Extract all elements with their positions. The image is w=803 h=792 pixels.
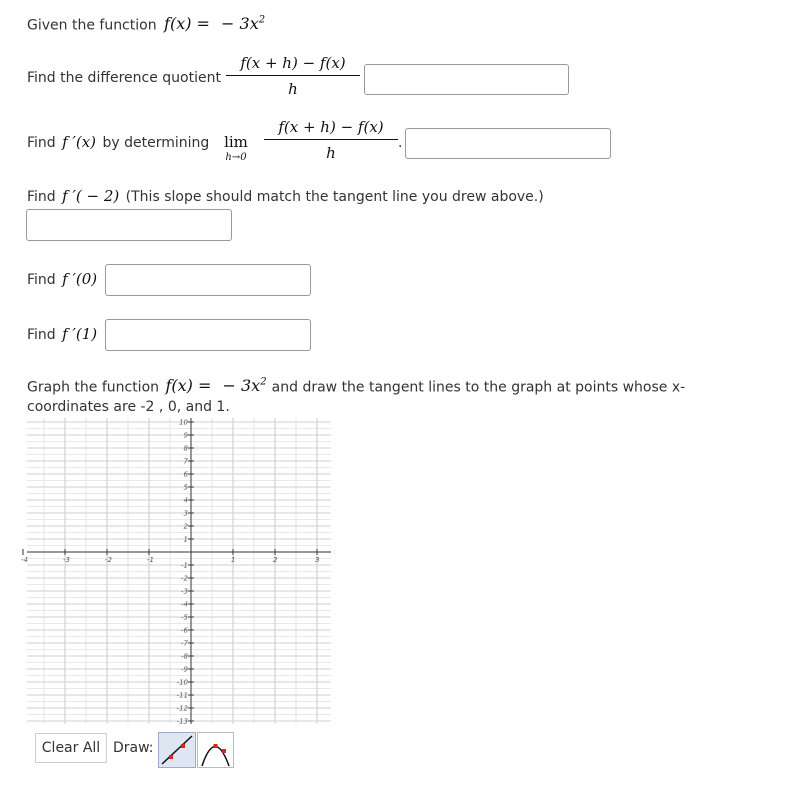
graph-svg[interactable] — [21, 418, 331, 726]
graph-rhs: − 3x — [222, 376, 261, 396]
parabola-tool-icon — [198, 733, 233, 767]
y-tick-label: 6 — [183, 470, 188, 479]
given-line — [27, 10, 265, 32]
limit-find: Find — [27, 135, 56, 151]
draw-label: Draw: — [113, 740, 154, 756]
x-tick-label: -2 — [105, 556, 112, 564]
limit-denominator: h — [326, 144, 336, 162]
graph-exp: 2 — [260, 377, 267, 388]
y-tick-label: -7 — [181, 639, 188, 648]
y-tick-label: -12 — [176, 704, 188, 713]
y-tick-label: 1 — [183, 535, 188, 544]
y-tick-label: 2 — [183, 522, 188, 531]
graph-func: f(x) = — [165, 376, 212, 396]
limit-fprime: f ′(x) — [62, 133, 97, 151]
diff-quotient-input[interactable] — [364, 64, 569, 95]
fprime-1-expr: f ′(1) — [62, 325, 98, 343]
fprime-1-input[interactable] — [105, 319, 311, 351]
y-tick-label: 9 — [183, 431, 188, 440]
fprime-m2-find: Find — [27, 189, 56, 205]
limit-input[interactable] — [405, 128, 611, 159]
diff-quotient-denominator: h — [288, 80, 298, 98]
diff-quotient-numerator: f(x + h) − f(x) — [240, 54, 346, 72]
diff-quotient-fraction — [226, 54, 360, 98]
y-tick-label: -11 — [176, 691, 188, 700]
fprime-m2-note: (This slope should match the tangent line you drew above.) — [125, 189, 544, 205]
y-tick-label: -5 — [181, 613, 188, 622]
parabola-tool-button[interactable] — [197, 732, 234, 768]
fprime-1-find: Find — [27, 327, 56, 343]
clear-all-button[interactable]: Clear All — [35, 733, 107, 763]
fprime-0-line — [27, 269, 97, 290]
x-tick-label: 3 — [315, 556, 320, 564]
y-tick-label: 3 — [183, 509, 188, 518]
limit-operator — [220, 133, 252, 163]
y-tick-label: 4 — [183, 496, 188, 505]
given-prefix: Given the function — [27, 17, 157, 34]
y-tick-label: -1 — [181, 561, 188, 570]
fprime-0-expr: f ′(0) — [62, 270, 98, 288]
given-func: f(x) = — [164, 14, 210, 34]
fprime-m2-line — [27, 186, 544, 207]
fraction-bar — [264, 139, 398, 140]
y-tick-label: -10 — [176, 678, 188, 687]
diff-quotient-label: Find the difference quotient — [27, 70, 221, 86]
fprime-0-input[interactable] — [105, 264, 311, 296]
line-tool-icon — [159, 733, 195, 767]
limit-by: by determining — [102, 135, 210, 151]
graph-prefix: Graph the function — [27, 379, 160, 396]
x-tick-label: -3 — [63, 556, 70, 564]
y-tick-label: -2 — [181, 574, 188, 583]
limit-fraction — [264, 118, 398, 162]
limit-numerator: f(x + h) − f(x) — [278, 118, 384, 136]
y-tick-label: 7 — [183, 457, 188, 466]
y-tick-label: -6 — [181, 626, 188, 635]
line-tool-button[interactable] — [158, 732, 196, 768]
given-exp: 2 — [258, 15, 266, 26]
fprime-0-find: Find — [27, 272, 56, 288]
limit-line — [27, 132, 209, 153]
given-rhs: − 3x — [221, 14, 259, 34]
fprime-1-line — [27, 324, 97, 345]
y-tick-label: -9 — [181, 665, 188, 674]
graph-instructions-line2: coordinates are -2 , 0, and 1. — [27, 399, 230, 415]
y-tick-label: 8 — [183, 444, 188, 453]
fraction-bar — [226, 75, 360, 76]
fprime-m2-input[interactable] — [26, 209, 232, 241]
y-tick-label: -4 — [181, 600, 188, 609]
x-tick-label: -4 — [21, 556, 28, 564]
y-tick-label: -3 — [181, 587, 188, 596]
x-tick-label: 2 — [273, 556, 278, 564]
lim-subscript: h→0 — [225, 152, 247, 163]
graph-suffix: and draw the tangent lines to the graph at points whose x- — [271, 379, 686, 396]
y-tick-label: -8 — [181, 652, 188, 661]
graph-instructions — [27, 372, 685, 398]
y-tick-label: 10 — [179, 418, 188, 427]
y-tick-label: 5 — [183, 483, 188, 492]
fprime-m2-expr: f ′( − 2) — [62, 187, 120, 205]
lim-word: lim — [224, 133, 248, 151]
y-tick-label: -13 — [176, 717, 188, 726]
x-tick-label: 1 — [231, 556, 236, 564]
limit-period: . — [398, 135, 403, 151]
graph-canvas[interactable] — [21, 418, 331, 726]
x-tick-label: -1 — [147, 556, 154, 564]
